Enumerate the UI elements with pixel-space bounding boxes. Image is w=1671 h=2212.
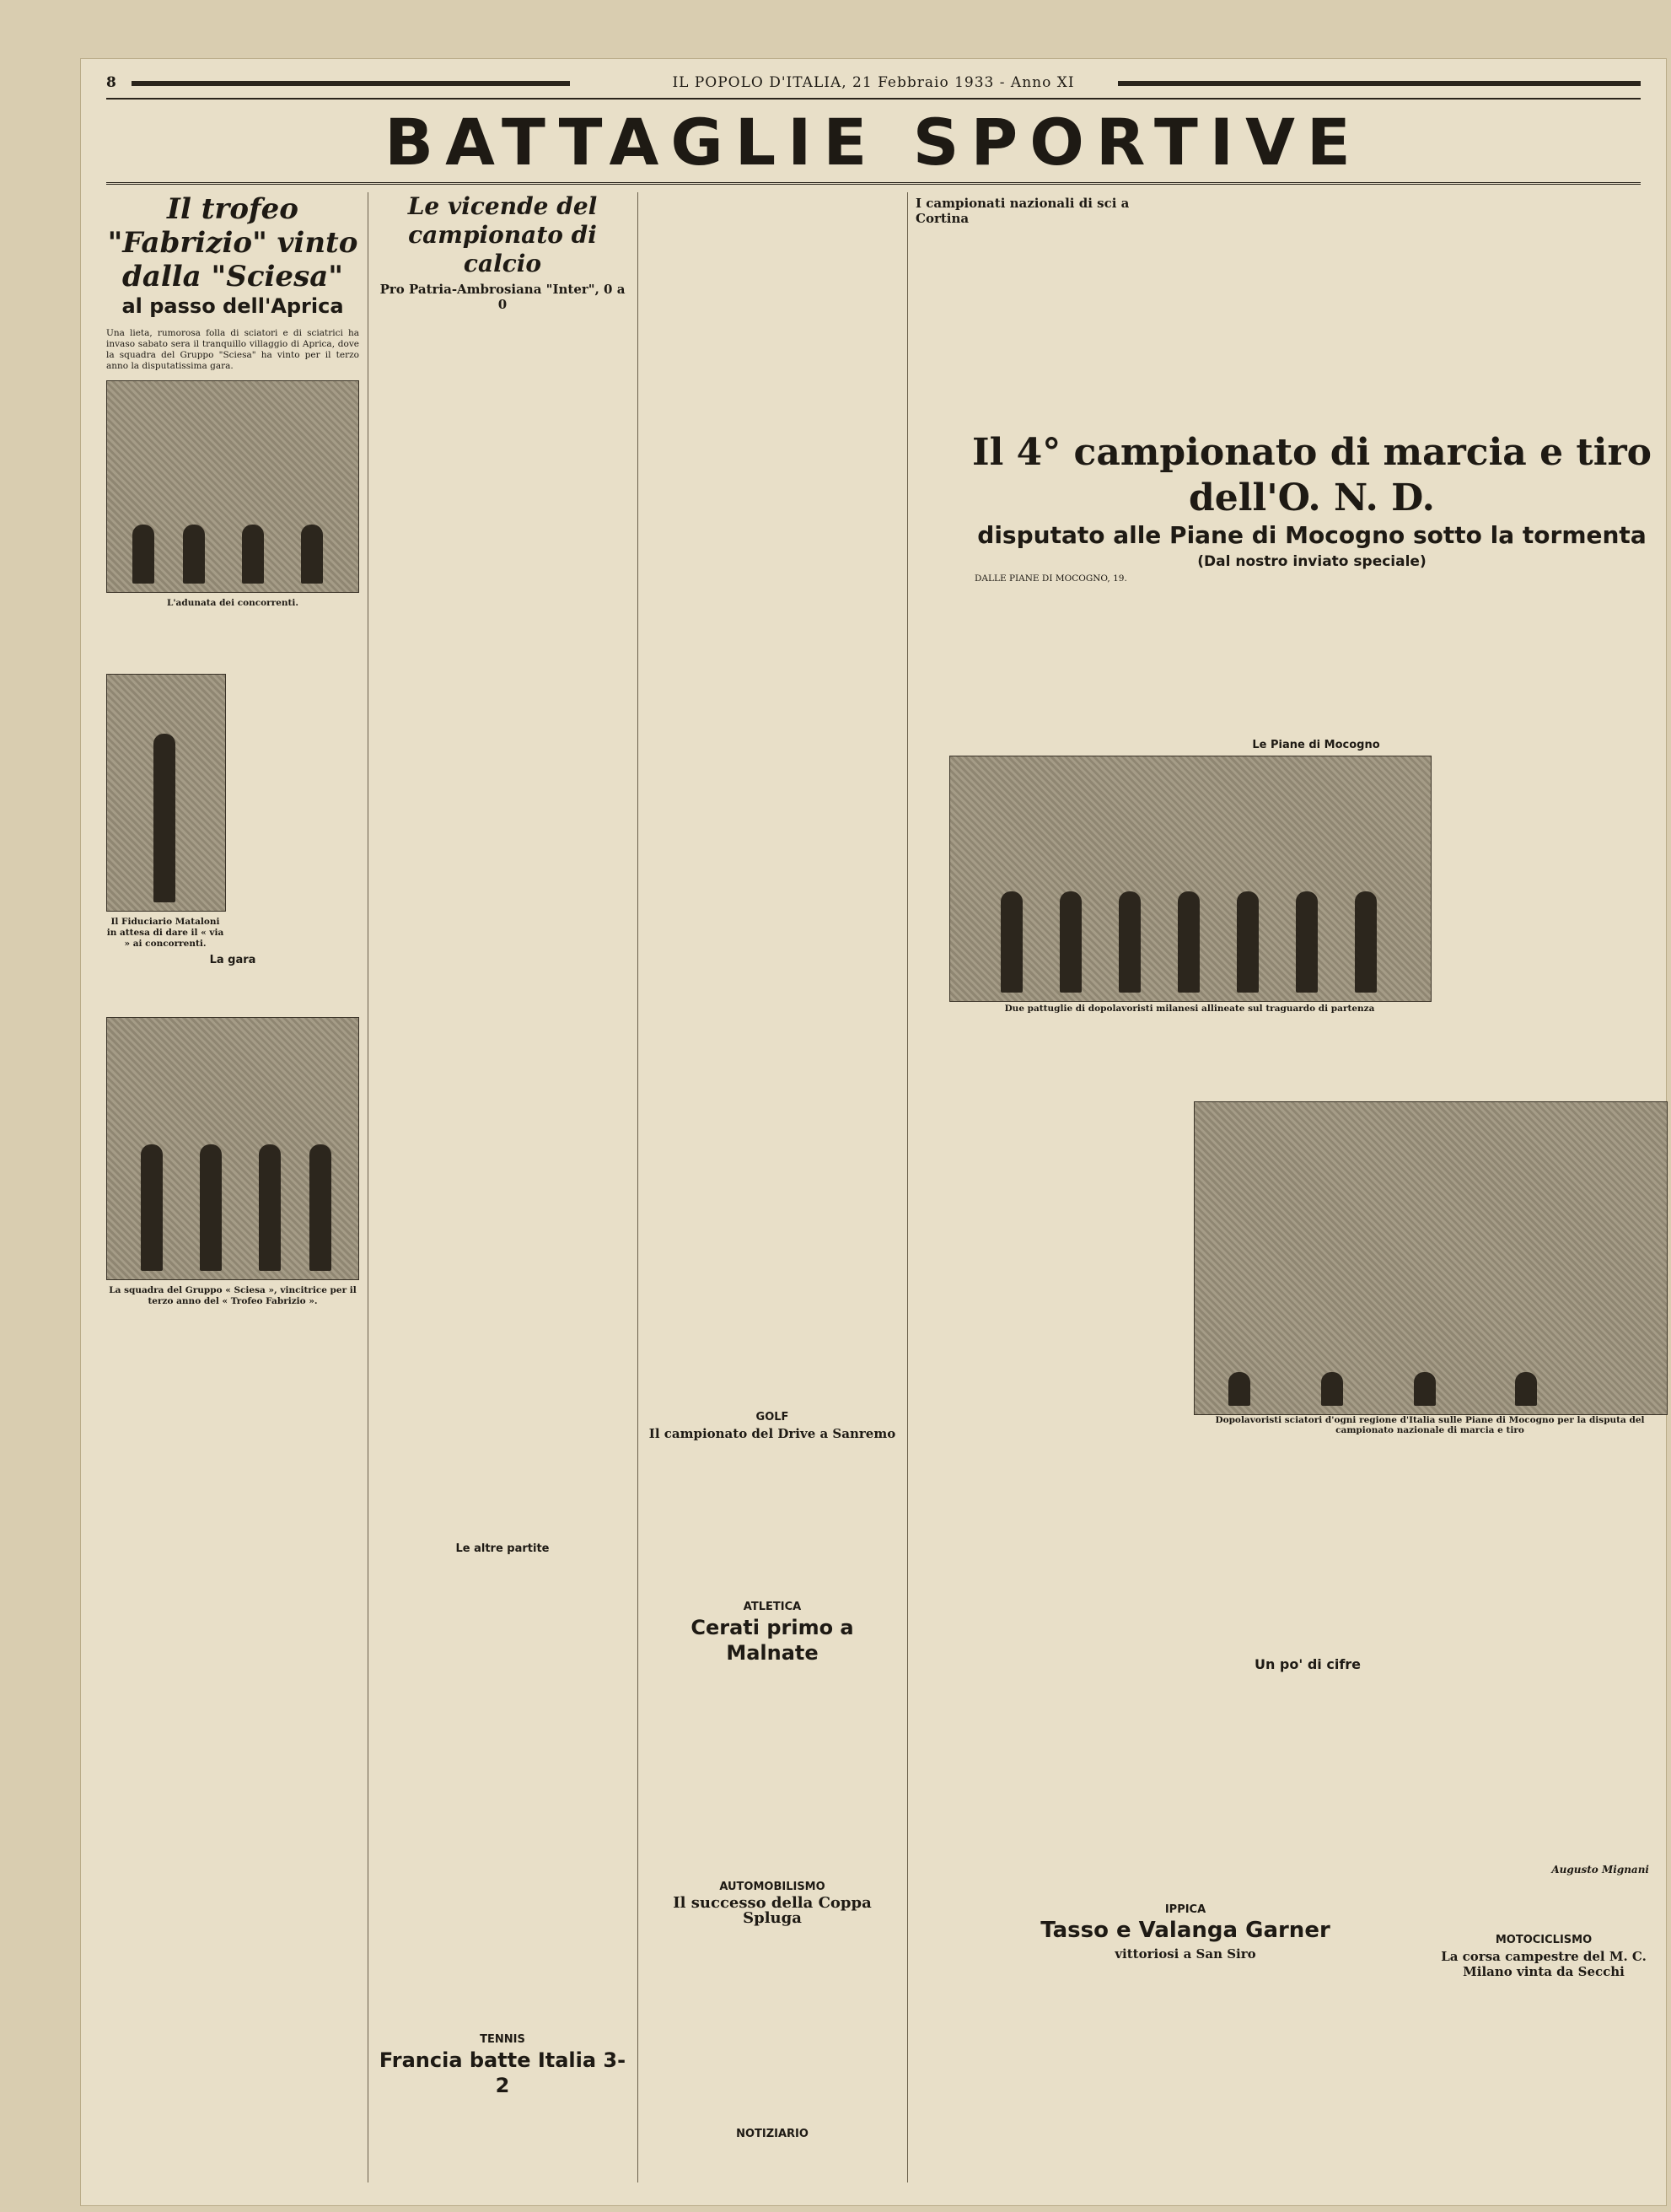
photo-pattuglie <box>949 756 1432 1002</box>
section-cifre: Un po' di cifre <box>1254 1656 1362 1672</box>
main-story-byline: (Dal nostro inviato speciale) <box>1197 553 1427 570</box>
headline-ippica: Tasso e Valanga Garner <box>1040 1918 1330 1943</box>
column-calcio <box>376 192 629 2182</box>
ippica-story <box>958 1899 1413 2186</box>
headline-tennis: Francia batte Italia 3-2 <box>379 2048 626 2097</box>
caption-fiduciario: Il Fiduciario Mataloni in attesa di dare il « via » ai concorrenti. <box>106 917 224 949</box>
column-rule <box>907 192 908 2182</box>
tag-atletica: ATLETICA <box>743 1601 802 1613</box>
kicker-pro-patria: Pro Patria-Ambrosiana "Inter", 0 a 0 <box>379 282 626 312</box>
main-story-title: Il 4° campionato di marcia e tiro dell'O. N. D. <box>972 431 1652 519</box>
newspaper-page <box>81 59 1666 2205</box>
main-story-dateline: DALLE PIANE DI MOCOGNO, 19. <box>975 573 1127 584</box>
folio-rule-left <box>132 81 570 86</box>
headline-calcio: Le vicende del campionato di calcio <box>407 192 598 277</box>
caption-pattuglie: Due pattuglie di dopolavoristi milanesi allineate sul traguardo di partenza <box>1004 1004 1375 1014</box>
body-text-placeholder <box>106 614 359 669</box>
column-trofeo <box>106 192 359 2182</box>
photo-adunata <box>106 380 359 593</box>
tag-automobilismo: AUTOMOBILISMO <box>719 1881 825 1893</box>
main-story-subtitle: disputato alle Piane di Mocogno sotto la tormenta <box>977 521 1647 549</box>
caption-squadra-sciesa: La squadra del Gruppo « Sciesa », vincitrice per il terzo anno del « Trofeo Fabrizio ». <box>109 1285 357 1306</box>
headline-automobilismo: Il successo della Coppa Spluga <box>673 1894 872 1927</box>
main-story <box>958 430 1666 584</box>
caption-adunata: L'adunata dei concorrenti. <box>166 598 299 608</box>
caption-dopolavoristi: Dopolavoristi sciatori d'ogni regione d'Italia sulle Piane di Mocogno per la disputa del campionato nazionale di marcia e tiro <box>1215 1415 1645 1435</box>
headline-atletica: Cerati primo a Malnate <box>690 1616 854 1665</box>
folio-rule-right <box>1118 81 1641 86</box>
tag-tennis: TENNIS <box>480 2033 525 2046</box>
tag-golf: GOLF <box>755 1411 789 1424</box>
section-altre-partite: Le altre partite <box>455 1542 550 1555</box>
subheadline-aprica: al passo dell'Aprica <box>121 294 344 318</box>
photo-squadra-sciesa <box>106 1017 359 1280</box>
section-gara: La gara <box>209 954 256 966</box>
lead-paragraph: Una lieta, rumorosa folla di sciatori e di sciatrici ha invaso sabato sera il tranquillo villaggio di Aprica, dove la squadra del Gruppo "Sciesa" ha vinto per il terzo anno la disputatissima gara. <box>106 327 359 371</box>
dateline: IL POPOLO D'ITALIA, 21 Febbraio 1933 - Anno XI <box>672 74 1075 91</box>
motociclismo-story <box>1430 1929 1658 2182</box>
subheadline-ippica: vittoriosi a San Siro <box>1115 1946 1256 1962</box>
section-piane: Le Piane di Mocogno <box>1252 739 1380 751</box>
top-right-cortina <box>916 192 1658 420</box>
column-rule <box>637 192 638 2182</box>
tag-ippica: IPPICA <box>1164 1903 1206 1916</box>
photo-dopolavoristi <box>1194 1101 1668 1415</box>
headline-cortina: I campionati nazionali di sci a Cortina <box>916 196 1130 226</box>
tag-motociclismo: MOTOCICLISMO <box>1495 1934 1593 1946</box>
tag-notiziario: NOTIZIARIO <box>736 2128 809 2140</box>
column-varie <box>646 192 899 2182</box>
folio-line <box>106 74 1641 100</box>
headline-motociclismo: La corsa campestre del M. C. Milano vinta da Secchi <box>1441 1949 1647 1979</box>
headline-trofeo: Il trofeo "Fabrizio" vinto dalla "Sciesa" <box>107 192 358 293</box>
photo-fiduciario <box>106 674 226 912</box>
signature: Augusto Mignani <box>1551 1864 1649 1876</box>
page-number: 8 <box>106 74 117 91</box>
section-masthead: BATTAGLIE SPORTIVE <box>106 103 1641 185</box>
headline-golf: Il campionato del Drive a Sanremo <box>648 1426 896 1441</box>
